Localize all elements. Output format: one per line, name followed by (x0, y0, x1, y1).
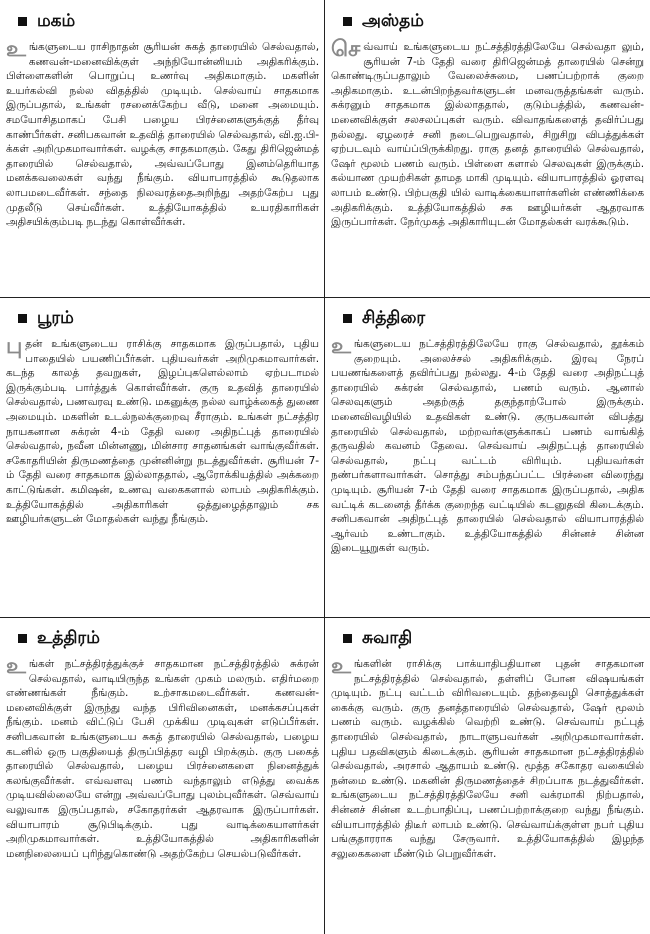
panel-body (331, 654, 644, 861)
square-bullet-icon (18, 634, 27, 643)
panel-text: ங்களுடைய ராசிநாதன் சூரியன் சுகத் தாரையில் செல்வதால், கணவன்-மனைவிக்குள் அந்நியோன்னியம் அதிகரிக்கும். பிள்ளைகளின் பொறுப்பு உணர்வு அதிகமாகும். மகளின் உயர்கல்வி நல்ல விதத்தில் முடியும். செல்வாய் சாதகமாக இருப்பதால், உங்கள் ரசனைக்கேற்ப வீடு, மனை அமையும். சமயோசிதமாகப் பேசி பழைய பிரச்னைகளுக்குத் தீர்வு காண்பீர்கள். சனிபகவான் உதவித் தாரையில் செல்வதால், வி.ஐ.பி-க்கள் அறிமுகமாவார்கள். வழக்கு சாதகமாகும். கேது திரிஜென்மத் தாரையில் செல்வதால், அவ்வப்போது இனம்தெரியாத மனக்கவலைகள் வந்து நீங்கும். வியாபாரத்தில் கூடுதலாக லாபமடைவீர்கள். சந்தை நிலவரத்தைஅறிந்து அதற்கேற்ப புது முதலீடு செய்வீர்கள். உத்தியோகத்தில் உயரதிகாரிகள் அதிசயிக்கும்படி நடந்து கொள்வீர்கள். (6, 41, 319, 229)
panel-title: உத்திரம் (37, 628, 100, 648)
panel-header (331, 623, 644, 653)
column-divider (324, 0, 325, 934)
drop-cap: உ (6, 654, 26, 679)
panel-title: பூரம் (37, 308, 74, 328)
panel-body (6, 334, 319, 527)
panel-title: மகம் (37, 11, 76, 31)
panel-swathi (325, 617, 650, 934)
panel-header (6, 303, 319, 333)
panel-chithirai (325, 297, 650, 617)
panel-header (331, 303, 644, 333)
panel-text: ங்கள் நட்சத்திரத்துக்குச் சாதகமான நட்சத்திரத்தில் சுக்ரன் செல்வதால், வாடியிருந்த உங்கள் முகம் மலரும். எதிர்மறை எண்ணங்கள் நீங்கும். உற்சாகமடைவீர்கள். கணவன்-மனைவிக்குள் இருந்து வந்த பிரிவினைகள், மனக்கசப்புகள் நீங்கும். மனம் விட்டுப் பேசி முக்கிய முடிவுகள் எடுப்பீர்கள். சனிபகவான் உங்களுடைய சுகத் தாரையில் செல்வதால், பழைய கடனில் ஒரு பகுதியைத் திருப்பித்தர வழி பிறக்கும். குரு பகைத் தாரையில் செல்வதால், பழைய பிரச்னைகளை நினைத்துக் கலங்குவீர்கள். எவ்வளவு பணம் வந்தாலும் எடுத்து வைக்க முடியவில்லையே என்று அவ்வப்போது புலம்புவீர்கள். செவ்வாய் வலுவாக இருப்பதால், சகோதரர்கள் ஆதரவாக இருப்பார்கள். வியாபாரம் சூடுபிடிக்கும். புது வாடிக்கையாளர்கள் அறிமுகமாவார்கள். உத்தியோகத்தில் அதிகாரிகளின் மனநிலையைப் புரிந்துகொண்டு அதற்கேற்ப செயல்படுவீர்கள். (6, 658, 319, 860)
panel-text: வ்வாய் உங்களுடைய நட்சத்திரத்திலேயே செல்வதா லும், சூரியன் 7-ம் தேதி வரை திரிஜென்மத் தாரையில் சென்று கொண்டிருப்பதாலும் வேலைச்சுமை, பணப்பற்றாக் குறை அதிகமாகும். உடன்பிறந்தவர்களுடன் மனவருத்தங்கள் வரும். சுக்ரனும் சாதகமாக இல்லாததால், குடும்பத்தில், கணவன்-மனைவிக்குள் சலசலப்புகள் வரும். விவாதங்களைத் தவிர்ப்பது நல்லது. ஏழரைச் சனி நடைபெறுவதால், சிறுசிறு விபத்துக்கள் ஏற்படவும் வாய்ப்பிருக்கிறது. ராகு தனத் தாரையில் செல்வதால், ஷேர் மூலம் பணம் வரும். பிள்ளை களால் செலவுகள் இருக்கும். கல்யாண முயற்சிகள் தாமத மாகி முடியும். வியாபாரத்தில் ஓரளவு லாபம் உண்டு. பிற்பகுதி யில் வாடிக்கையாளர்களின் எண்ணிக்கை அதிகரிக்கும். உத்தியோகத்தில் சக ஊழியர்கள் ஆதரவாக இருப்பார்கள். நேர்முகத் அதிகாரியுடன் மோதல்கள் வரக்கூடும். (331, 41, 644, 229)
panel-uthiram (0, 617, 325, 934)
drop-cap: செ (331, 37, 361, 62)
panel-text: தன் உங்களுடைய ராசிக்கு சாதகமாக இருப்பதால், புதிய பாதையில் பயணிப்பீர்கள். புதியவர்கள் அறிமுகமாவார்கள். கடந்த காலத் தவறுகள், இழப்புகளெல்லாம் ஏற்படாமல் இருக்கும்படி பார்த்துக் கொள்வீர்கள். குரு உதவித் தாரையில் செல்வதால், பணவரவு உண்டு. மகனுக்கு நல்ல வாழ்க்கைத் துணை அமையும். மகளின் உடல்நலக்குறைவு சீராகும். உங்கள் நட்சத்திர நாயகனான சுக்ரன் 4-ம் தேதி வரை அதிநட்புத் தாரையில் செல்வதால், நவீன மின்னணு, மின்சார சாதனங்கள் வாங்குவீர்கள். சகோதரியின் திருமணத்தை முன்னின்று நடத்துவீர்கள். சூரியன் 7-ம் தேதி வரை சாதகமாக இல்லாததால், ஆரோக்கியத்தில் அக்கறை காட்டுங்கள். கமிஷன், உணவு வகைகளால் லாபம் அதிகரிக்கும். உத்தியோகத்தில் அதிகாரிகள் ஒத்துழைத்தாலும் சக ஊழியர்களுடன் மோதல்கள் வந்து நீங்கும். (6, 338, 319, 526)
panel-header (6, 6, 319, 36)
drop-cap: உ (331, 334, 351, 359)
panel-magam (0, 0, 325, 297)
square-bullet-icon (343, 314, 352, 323)
panel-header (6, 623, 319, 653)
row-divider (0, 617, 650, 618)
square-bullet-icon (18, 17, 27, 26)
panel-astham (325, 0, 650, 297)
square-bullet-icon (343, 634, 352, 643)
drop-cap: உ (331, 654, 351, 679)
drop-cap: பு (6, 334, 23, 359)
row-divider (0, 297, 650, 298)
square-bullet-icon (343, 17, 352, 26)
square-bullet-icon (18, 314, 27, 323)
panel-body (6, 654, 319, 861)
drop-cap: உ (6, 37, 26, 62)
panel-body (331, 37, 644, 230)
panel-title: சித்திரை (362, 308, 426, 328)
panel-body (6, 37, 319, 230)
panel-body (331, 334, 644, 556)
panel-title: அஸ்தம் (362, 11, 424, 31)
panel-header (331, 6, 644, 36)
panel-pooram (0, 297, 325, 617)
panel-text: ங்களுடைய நட்சத்திரத்திலேயே ராகு செல்வதால், தூக்கம் குறையும். அலைச்சல் அதிகரிக்கும். இரவு நேரப் பயணங்களைத் தவிர்ப்பது நல்லது. 4-ம் தேதி வரை அதிநட்புத் தாரையில் சுக்ரன் செல்வதால், பணம் வரும். ஆனால் செலவுகளும் அதற்குத் தகுந்தாற்போல் இருக்கும். மனைவிவழியில் உதவிகள் உண்டு. குருபகவான் விபத்து தாரையில் செல்வதால், மற்றவர்களுக்காகப் பணம் வாங்கித் தருவதில் கவனம் தேவை. செவ்வாய் அதிநட்புத் தாரையில் செல்வதால், நட்பு வட்டம் விரியும். புதியவர்கள் நண்பர்களாவார்கள். சொத்து சம்பந்தப்பட்ட பிரச்னை விரைந்து முடியும். சூரியன் 7-ம் தேதி வரை சாதகமாக இருப்பதால், அதிக வட்டிக் கடனைத் தீர்க்க குறைந்த வட்டியில் கடனுதவி கிடைக்கும். சனிபகவான் அதிநட்புத் தாரையில் செல்வதால் வியாபாரத்தில் ஆர்வம் உண்டாகும். உத்தியோகத்தில் சின்னச் சின்ன இடையூறுகள் வரும். (331, 338, 644, 555)
panel-title: சுவாதி (362, 628, 413, 648)
panel-text: ங்களின் ராசிக்கு பாக்யாதிபதியான புதன் சாதகமான நட்சத்திரத்தில் செல்வதால், தள்ளிப் போன விஷயங்கள் முடியும். நட்பு வட்டம் விரிவடையும். தந்தைவழி சொத்துக்கள் கைக்கு வரும். குரு தனத்தாரையில் செல்வதால், ஷேர் மூலம் பணம் வரும். வழக்கில் வெற்றி உண்டு. செவ்வாய் நட்புத் தாரையில் செல்வதால், நாடாளுபவர்கள் அறிமுகமாவார்கள். புதிய பதவிகளும் கிடைக்கும். சூரியன் சாதகமான நட்சத்திரத்தில் செல்வதால், அரசால் ஆதாயம் உண்டு. மூத்த சகோதர வகையில் நன்மை உண்டு. மகனின் திருமணத்தைச் சிறப்பாக நடத்துவீர்கள். உங்களுடைய நட்சத்திரத்திலேயே சனி வக்ரமாகி நிற்பதால், சின்னச் சின்ன உடற்பாதிப்பு, பணப்பற்றாக்குறை வந்து நீங்கும். வியாபாரத்தில் திடீர் லாபம் உண்டு. செவ்வாய்க்குள்ள நபர் புதிய பங்குதாரராக வந்து சேருவார். உத்தியோகத்தில் இழந்த சலுகைகளை மீண்டும் பெறுவீர்கள். (331, 658, 644, 860)
